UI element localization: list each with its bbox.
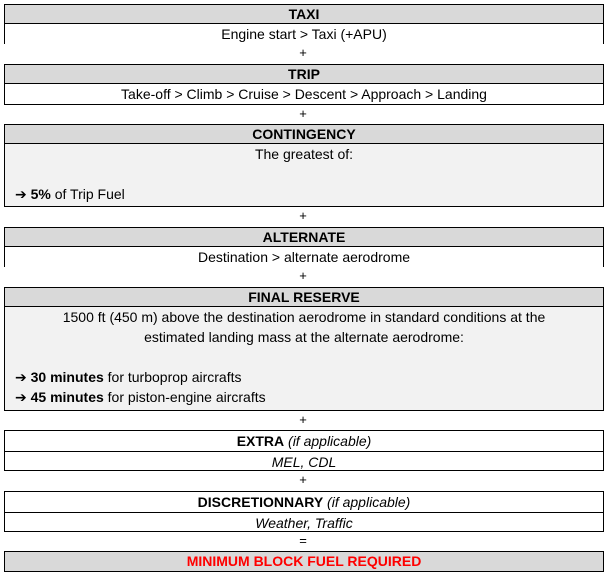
extra-title: EXTRA <box>236 433 285 449</box>
contingency-item-text: of Trip Fuel <box>50 186 125 202</box>
discretionary-header <box>5 492 603 513</box>
plus-operator: + <box>299 412 307 427</box>
extra-qualifier: (if applicable) <box>284 433 372 449</box>
result-title: MINIMUM BLOCK FUEL REQUIRED <box>186 553 422 569</box>
discretionary-qualifier: (if applicable) <box>323 494 411 510</box>
final-reserve-item <box>5 367 603 387</box>
contingency-item-value: 5% <box>30 186 51 202</box>
trip-title: TRIP <box>5 65 603 84</box>
final-reserve-line-1: 1500 ft (450 m) above the destination aerodrome in standard conditions at the <box>62 309 546 325</box>
discretionary-box <box>4 491 604 532</box>
discretionary-body: Weather, Traffic <box>255 515 353 531</box>
contingency-intro: The greatest of: <box>254 146 354 162</box>
alternate-title: ALTERNATE <box>5 228 603 247</box>
taxi-box <box>4 4 604 44</box>
plus-operator: + <box>299 45 307 60</box>
plus-operator: + <box>299 472 307 487</box>
extra-body: MEL, CDL <box>271 454 337 470</box>
plus-operator: + <box>299 106 307 121</box>
contingency-item <box>5 184 603 204</box>
final-reserve-item-value: 45 minutes <box>30 389 104 405</box>
extra-box <box>4 430 604 471</box>
discretionary-title: DISCRETIONNARY <box>197 494 324 510</box>
final-reserve-box <box>4 287 604 411</box>
arrow-icon: ➔ <box>15 369 27 385</box>
extra-header <box>5 431 603 452</box>
contingency-title: CONTINGENCY <box>5 125 603 144</box>
arrow-icon: ➔ <box>15 389 27 405</box>
contingency-box <box>4 124 604 207</box>
alternate-body: Destination > alternate aerodrome <box>5 247 603 267</box>
final-reserve-item <box>5 387 603 407</box>
final-reserve-item-text: for piston-engine aircrafts <box>103 389 266 405</box>
taxi-title: TAXI <box>5 5 603 24</box>
plus-operator: + <box>299 208 307 223</box>
final-reserve-title: FINAL RESERVE <box>5 288 603 307</box>
plus-operator: + <box>299 268 307 283</box>
trip-body: Take-off > Climb > Cruise > Descent > Approach > Landing <box>5 84 603 104</box>
final-reserve-item-value: 30 minutes <box>30 369 104 385</box>
final-reserve-line-2: estimated landing mass at the alternate aerodrome: <box>144 329 464 345</box>
arrow-icon: ➔ <box>15 186 27 202</box>
equals-operator: = <box>299 533 307 548</box>
final-reserve-item-text: for turboprop aircrafts <box>103 369 242 385</box>
trip-box <box>4 64 604 105</box>
result-box <box>4 551 604 572</box>
taxi-body: Engine start > Taxi (+APU) <box>5 24 603 44</box>
alternate-box <box>4 227 604 267</box>
